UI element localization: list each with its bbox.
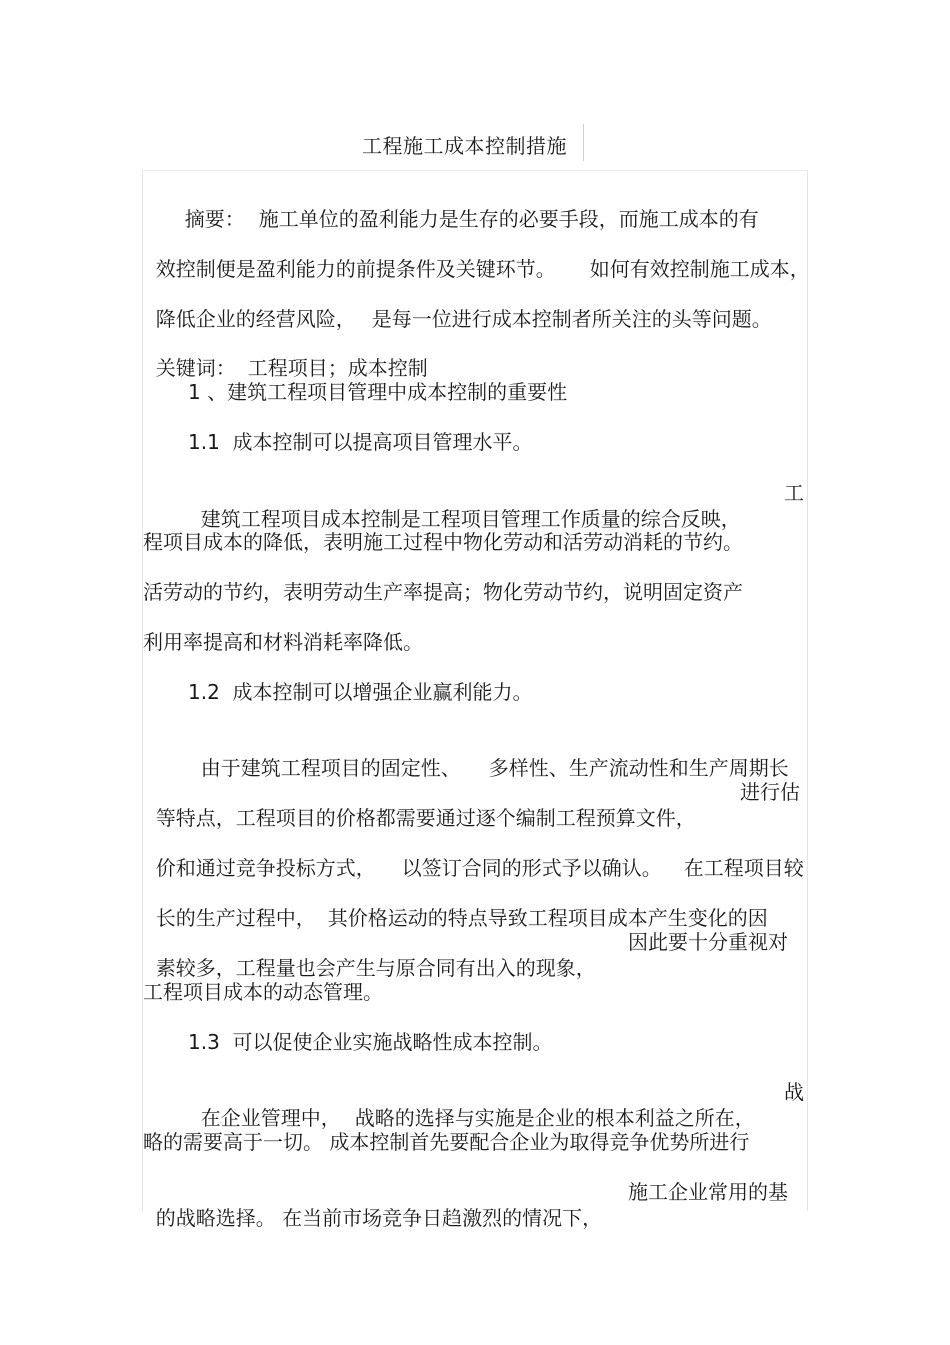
paragraph-line [143, 779, 696, 831]
text-segment: 建筑工程项目成本控制是工程项目管理工作质量的综合反映， [200, 507, 741, 531]
paragraph-line [188, 729, 789, 781]
abstract-segment: 降低企业的经营风险， [155, 307, 356, 331]
subsection-heading-1-1: 1.1 成本控制可以提高项目管理水平。 [188, 430, 533, 454]
paragraph-line: 活劳动的节约，表明劳动生产率提高；物化劳动节约，说明固定资产 [143, 580, 743, 604]
paragraph-line-tail: 施工企业常用的基 [628, 1180, 788, 1204]
text-segment: 在企业管理中， [200, 1106, 341, 1130]
paragraph-line [143, 929, 596, 981]
abstract-line-1 [172, 180, 759, 232]
text-segment: 长的生产过程中， [155, 906, 316, 930]
paragraph-line: 程项目成本的降低，表明施工过程中物化劳动和活劳动消耗的节约。 [143, 530, 743, 554]
text-segment: 在工程项目较 [683, 856, 804, 880]
subsection-heading-1-3: 1.3 可以促使企业实施战略性成本控制。 [188, 1030, 553, 1054]
paragraph-line [143, 829, 804, 881]
paragraph-line-tail: 工 [784, 481, 804, 505]
document-title: 工程施工成本控制措施 [362, 134, 567, 158]
paragraph-line-tail: 战 [784, 1080, 804, 1104]
paragraph-line [143, 879, 768, 931]
subsection-heading-1-2: 1.2 成本控制可以增强企业赢利能力。 [188, 680, 533, 704]
abstract-segment: 效控制便是盈利能力的前提条件及关键环节。 [155, 257, 556, 281]
text-segment: 多样性、生产流动性和生产周期长 [488, 756, 789, 780]
text-segment: 其价格运动的特点导致工程项目成本产生变化的因 [327, 906, 768, 930]
keywords-value: 工程项目；成本控制 [247, 356, 428, 380]
text-segment: 价和通过竞争投标方式， [155, 856, 376, 880]
abstract-line-2 [143, 230, 810, 282]
paragraph-line [188, 480, 741, 532]
paragraph-line-tail: 进行估 [740, 780, 800, 804]
keywords-line [143, 329, 428, 381]
abstract-text: 施工单位的盈利能力是生存的必要手段，而施工成本的有 [258, 207, 759, 231]
paragraph-line [188, 1079, 755, 1131]
abstract-line-3 [143, 280, 772, 332]
text-segment: 由于建筑工程项目的固定性、 [200, 756, 461, 780]
abstract-segment: 是每一位进行成本控制者所关注的头等问题。 [371, 307, 772, 331]
paragraph-line: 略的需要高于一切。 成本控制首先要配合企业为取得竞争优势所进行 [143, 1130, 750, 1154]
keywords-label: 关键词： [155, 356, 236, 380]
text-segment: 等特点，工程项目的价格都需要通过逐个编制工程预算文件， [155, 806, 696, 830]
paragraph-line [143, 1179, 602, 1231]
paragraph-line: 利用率提高和材料消耗率降低。 [143, 630, 423, 654]
paragraph-line: 工程项目成本的动态管理。 [143, 980, 383, 1004]
text-segment: 素较多，工程量也会产生与原合同有出入的现象， [155, 956, 596, 980]
abstract-segment: 如何有效控制施工成本， [589, 257, 810, 281]
paragraph-line-tail: 因此要十分重视对 [628, 930, 788, 954]
abstract-label: 摘要： [184, 207, 245, 231]
text-segment: 以签订合同的形式予以确认。 [401, 856, 662, 880]
section-heading-1: 1 、建筑工程项目管理中成本控制的重要性 [188, 380, 568, 404]
text-segment: 的战略选择。 在当前市场竞争日趋激烈的情况下， [155, 1206, 603, 1230]
text-segment: 战略的选择与实施是企业的根本利益之所在， [354, 1106, 755, 1130]
